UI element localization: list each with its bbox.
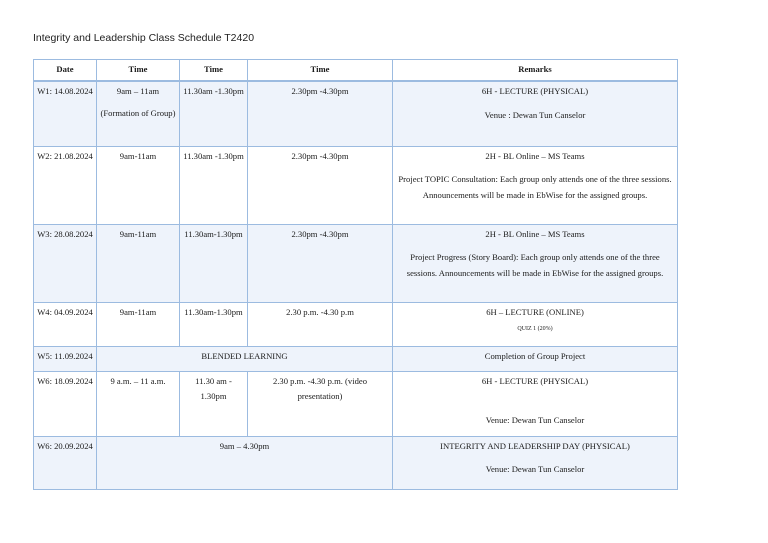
table-row xyxy=(34,346,678,371)
table-row xyxy=(34,436,678,489)
header-remarks: Remarks xyxy=(393,60,678,82)
remark-detail: Venue : Dewan Tun Canselor xyxy=(484,109,586,120)
cell-remarks xyxy=(393,81,678,146)
cell-remarks: Completion of Group Project xyxy=(393,346,678,371)
cell-time-2: 11.30 am - 1.30pm xyxy=(180,371,248,436)
cell-date: W5: 11.09.2024 xyxy=(34,346,97,371)
table-row xyxy=(34,371,678,436)
time-1-value: 9am – 11am xyxy=(116,86,160,96)
cell-time-3: 2.30pm -4.30pm xyxy=(248,81,393,146)
remark-detail: Project Progress (Story Board): Each group only attends one of the three sessions. Announcements will be made in EbWise for the assigned groups. xyxy=(406,252,664,279)
remark-title: 6H – LECTURE (ONLINE) xyxy=(486,306,584,317)
cell-time-3: 2.30 p.m. -4.30 p.m xyxy=(248,302,393,346)
cell-date: W6: 18.09.2024 xyxy=(34,371,97,436)
cell-time-2: 11.30am -1.30pm xyxy=(180,81,248,146)
cell-time-2: 11.30am-1.30pm xyxy=(180,302,248,346)
table-row xyxy=(34,224,678,302)
schedule-table xyxy=(33,59,678,490)
cell-time-1: 9am-11am xyxy=(97,302,180,346)
table-row xyxy=(34,302,678,346)
remark-detail: Project TOPIC Consultation: Each group only attends one of the three sessions. Announcements will be made in EbWise for the assigned groups. xyxy=(398,174,672,201)
header-time-2: Time xyxy=(180,60,248,82)
remark-detail: Venue: Dewan Tun Canselor xyxy=(485,415,585,426)
header-time-3: Time xyxy=(248,60,393,82)
cell-time-2: 11.30am-1.30pm xyxy=(180,224,248,302)
cell-date: W1: 14.08.2024 xyxy=(34,81,97,146)
cell-date: W4: 04.09.2024 xyxy=(34,302,97,346)
quiz-label: QUIZ 1 (20%) xyxy=(517,326,553,333)
cell-remarks xyxy=(393,146,678,224)
remark-title: 6H - LECTURE (PHYSICAL) xyxy=(481,86,589,96)
cell-time-1 xyxy=(97,81,180,146)
remark-title: 6H - LECTURE (PHYSICAL) xyxy=(481,375,589,386)
document-title: Integrity and Leadership Class Schedule T2420 xyxy=(33,32,255,44)
table-header-row xyxy=(34,60,678,82)
remark-title: INTEGRITY AND LEADERSHIP DAY (PHYSICAL) xyxy=(440,440,630,451)
cell-remarks xyxy=(393,302,678,346)
remark-title: 2H - BL Online – MS Teams xyxy=(485,150,585,161)
cell-time-1: 9am-11am xyxy=(97,224,180,302)
cell-remarks xyxy=(393,436,678,489)
cell-time-3: 2.30 p.m. -4.30 p.m. (video presentation) xyxy=(248,371,393,436)
remark-title: 2H - BL Online – MS Teams xyxy=(485,228,585,239)
cell-date: W2: 21.08.2024 xyxy=(34,146,97,224)
table-row xyxy=(34,81,678,146)
header-time-1: Time xyxy=(97,60,180,82)
cell-time-2: 11.30am -1.30pm xyxy=(180,146,248,224)
cell-time-1: 9 a.m. – 11 a.m. xyxy=(97,371,180,436)
header-date: Date xyxy=(34,60,97,82)
remark-detail: Venue: Dewan Tun Canselor xyxy=(485,464,585,475)
cell-time-1: 9am-11am xyxy=(97,146,180,224)
cell-time-3: 2.30pm -4.30pm xyxy=(248,224,393,302)
cell-remarks xyxy=(393,371,678,436)
cell-time-3: 2.30pm -4.30pm xyxy=(248,146,393,224)
cell-date: W6: 20.09.2024 xyxy=(34,436,97,489)
table-row xyxy=(34,146,678,224)
time-1-note: (Formation of Group) xyxy=(100,107,176,118)
cell-remarks xyxy=(393,224,678,302)
cell-merged-time: 9am – 4.30pm xyxy=(97,436,393,489)
cell-merged-time: BLENDED LEARNING xyxy=(97,346,393,371)
cell-date: W3: 28.08.2024 xyxy=(34,224,97,302)
